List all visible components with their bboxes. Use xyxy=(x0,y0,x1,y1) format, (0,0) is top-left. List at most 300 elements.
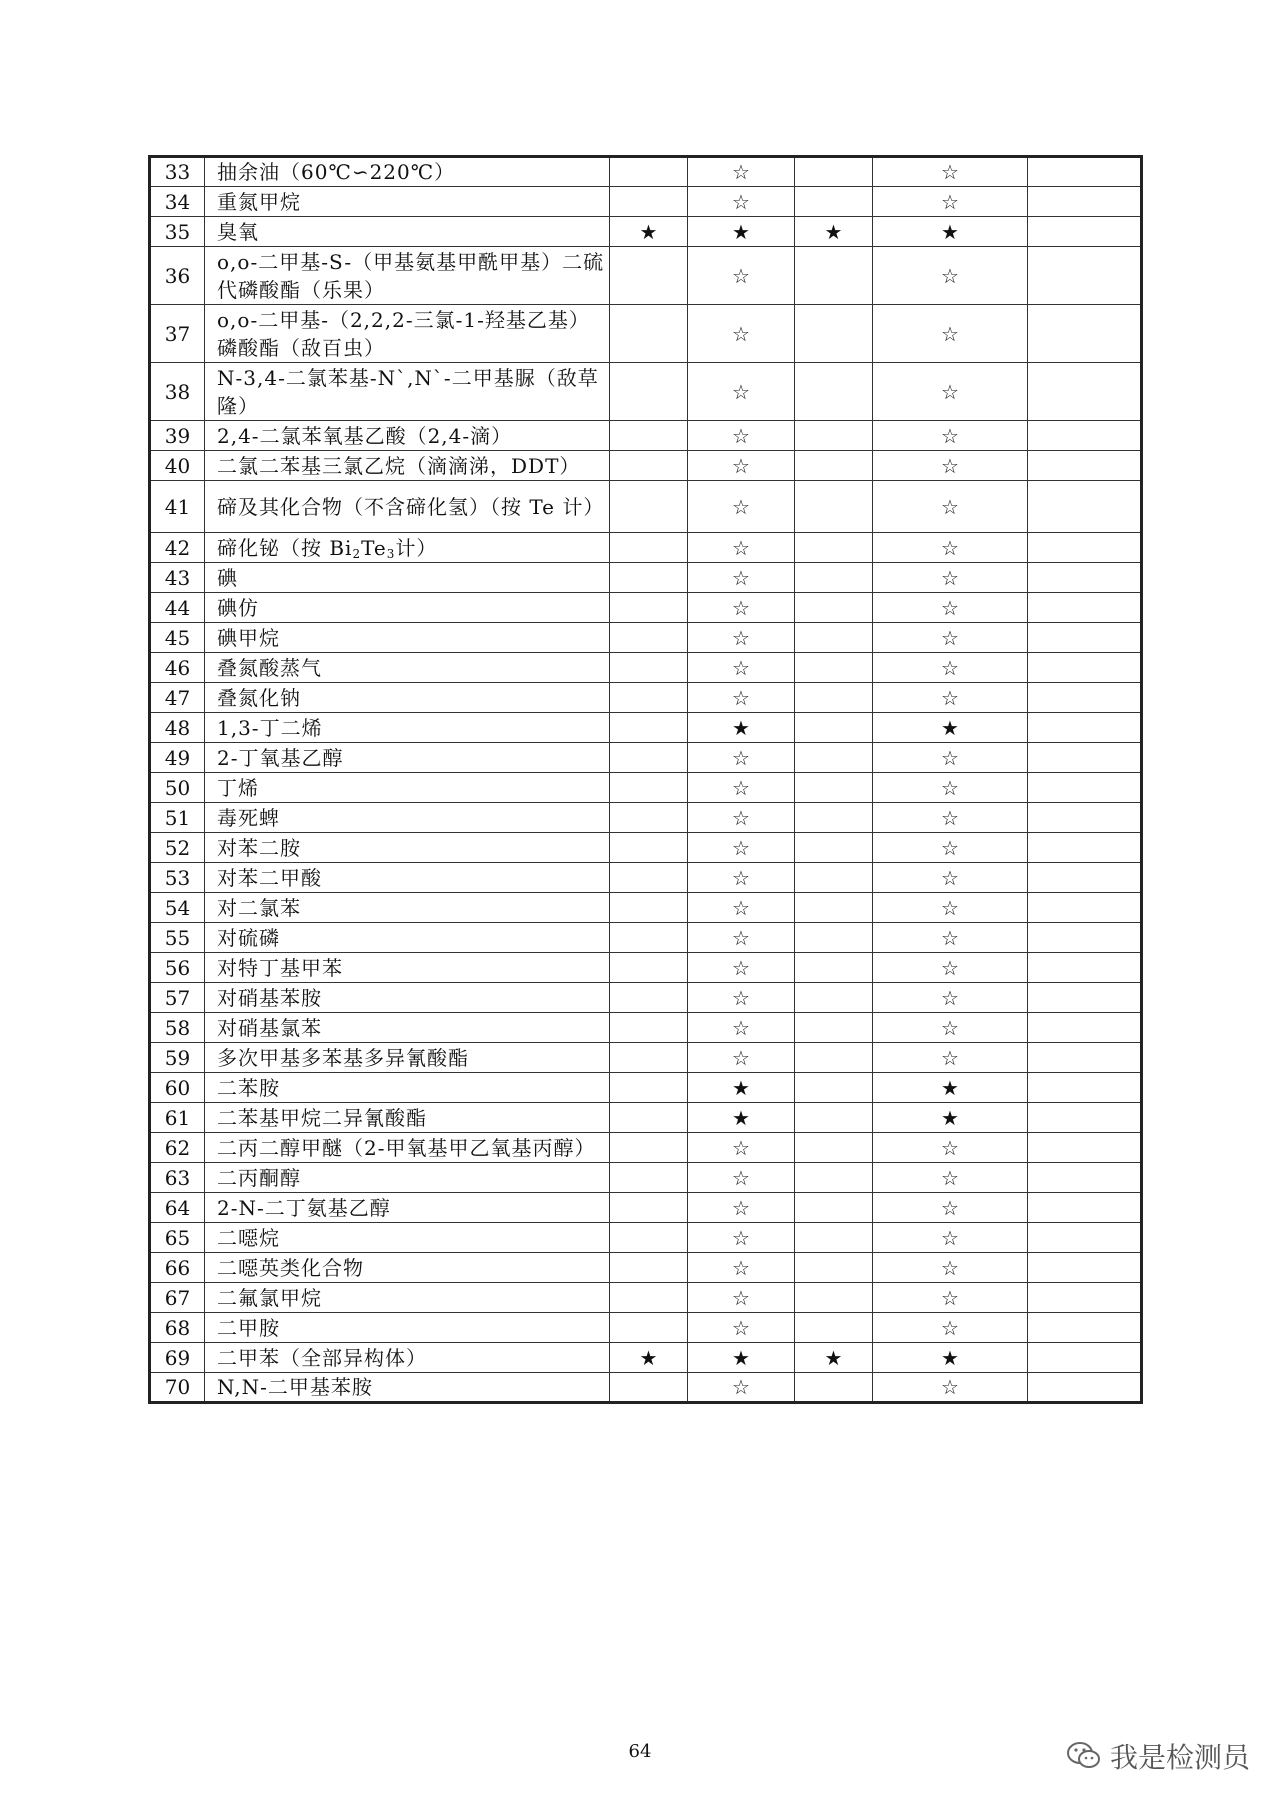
mark-cell-c3 xyxy=(795,1133,873,1163)
mark-cell-c1 xyxy=(610,1193,688,1223)
mark-cell-c5 xyxy=(1028,923,1142,953)
table-row xyxy=(150,833,1142,863)
table-row xyxy=(150,1013,1142,1043)
substance-name: 抽余油（60℃∽220℃） xyxy=(205,157,610,187)
substance-name: 二苯基甲烷二异氰酸酯 xyxy=(205,1103,610,1133)
mark-cell-c1 xyxy=(610,1163,688,1193)
mark-cell-c3 xyxy=(795,363,873,421)
mark-cell-c4: ☆ xyxy=(873,1283,1028,1313)
mark-cell-c4: ☆ xyxy=(873,1013,1028,1043)
mark-cell-c2: ☆ xyxy=(688,305,795,363)
mark-cell-c5 xyxy=(1028,1343,1142,1373)
mark-cell-c3 xyxy=(795,1313,873,1343)
table-row xyxy=(150,363,1142,421)
row-number: 51 xyxy=(150,803,205,833)
mark-cell-c2: ☆ xyxy=(688,1133,795,1163)
mark-cell-c5 xyxy=(1028,1073,1142,1103)
mark-cell-c1 xyxy=(610,1313,688,1343)
substance-name: 对苯二甲酸 xyxy=(205,863,610,893)
table-row xyxy=(150,1103,1142,1133)
substance-name: 对特丁基甲苯 xyxy=(205,953,610,983)
table-row xyxy=(150,953,1142,983)
row-number: 35 xyxy=(150,217,205,247)
table-row xyxy=(150,1043,1142,1073)
mark-cell-c1 xyxy=(610,773,688,803)
substance-name: 二甲胺 xyxy=(205,1313,610,1343)
substance-name: 二噁烷 xyxy=(205,1223,610,1253)
mark-cell-c2: ☆ xyxy=(688,1223,795,1253)
table-row xyxy=(150,713,1142,743)
mark-cell-c1 xyxy=(610,305,688,363)
substance-name: 二氯二苯基三氯乙烷（滴滴涕，DDT） xyxy=(205,451,610,481)
mark-cell-c3 xyxy=(795,863,873,893)
mark-cell-c2: ☆ xyxy=(688,773,795,803)
mark-cell-c5 xyxy=(1028,1133,1142,1163)
mark-cell-c1 xyxy=(610,247,688,305)
table-row xyxy=(150,743,1142,773)
table-row xyxy=(150,1253,1142,1283)
mark-cell-c2: ☆ xyxy=(688,363,795,421)
mark-cell-c5 xyxy=(1028,363,1142,421)
table-row xyxy=(150,247,1142,305)
mark-cell-c2: ☆ xyxy=(688,533,795,563)
mark-cell-c5 xyxy=(1028,653,1142,683)
mark-cell-c5 xyxy=(1028,421,1142,451)
mark-cell-c5 xyxy=(1028,1193,1142,1223)
row-number: 33 xyxy=(150,157,205,187)
mark-cell-c2: ☆ xyxy=(688,157,795,187)
table-row xyxy=(150,773,1142,803)
mark-cell-c4: ☆ xyxy=(873,1223,1028,1253)
mark-cell-c2: ☆ xyxy=(688,451,795,481)
substance-name: 叠氮酸蒸气 xyxy=(205,653,610,683)
mark-cell-c3 xyxy=(795,157,873,187)
mark-cell-c4: ☆ xyxy=(873,157,1028,187)
mark-cell-c3 xyxy=(795,533,873,563)
row-number: 70 xyxy=(150,1373,205,1403)
table-row xyxy=(150,563,1142,593)
row-number: 53 xyxy=(150,863,205,893)
mark-cell-c5 xyxy=(1028,1373,1142,1403)
mark-cell-c3 xyxy=(795,481,873,533)
mark-cell-c5 xyxy=(1028,953,1142,983)
substance-name: 重氮甲烷 xyxy=(205,187,610,217)
mark-cell-c4: ☆ xyxy=(873,1373,1028,1403)
mark-cell-c5 xyxy=(1028,1283,1142,1313)
table-row xyxy=(150,623,1142,653)
substance-name: 碘甲烷 xyxy=(205,623,610,653)
row-number: 64 xyxy=(150,1193,205,1223)
mark-cell-c2: ☆ xyxy=(688,1163,795,1193)
mark-cell-c5 xyxy=(1028,533,1142,563)
mark-cell-c1 xyxy=(610,1073,688,1103)
mark-cell-c5 xyxy=(1028,683,1142,713)
table-row xyxy=(150,1343,1142,1373)
mark-cell-c3 xyxy=(795,713,873,743)
mark-cell-c2: ☆ xyxy=(688,983,795,1013)
mark-cell-c4: ★ xyxy=(873,1073,1028,1103)
mark-cell-c1: ★ xyxy=(610,217,688,247)
table-row xyxy=(150,305,1142,363)
mark-cell-c2: ☆ xyxy=(688,1013,795,1043)
mark-cell-c2: ☆ xyxy=(688,833,795,863)
mark-cell-c3: ★ xyxy=(795,217,873,247)
row-number: 34 xyxy=(150,187,205,217)
mark-cell-c5 xyxy=(1028,305,1142,363)
mark-cell-c4: ☆ xyxy=(873,187,1028,217)
mark-cell-c5 xyxy=(1028,1253,1142,1283)
mark-cell-c1 xyxy=(610,593,688,623)
substance-name: 碘 xyxy=(205,563,610,593)
row-number: 40 xyxy=(150,451,205,481)
row-number: 62 xyxy=(150,1133,205,1163)
substance-name: 叠氮化钠 xyxy=(205,683,610,713)
mark-cell-c5 xyxy=(1028,593,1142,623)
row-number: 50 xyxy=(150,773,205,803)
mark-cell-c2: ☆ xyxy=(688,1193,795,1223)
substance-name: 二丙酮醇 xyxy=(205,1163,610,1193)
table-row xyxy=(150,893,1142,923)
substance-name: 2,4-二氯苯氧基乙酸（2,4-滴） xyxy=(205,421,610,451)
mark-cell-c3 xyxy=(795,833,873,863)
mark-cell-c2: ☆ xyxy=(688,481,795,533)
mark-cell-c3 xyxy=(795,893,873,923)
mark-cell-c5 xyxy=(1028,1013,1142,1043)
mark-cell-c3 xyxy=(795,803,873,833)
mark-cell-c1 xyxy=(610,983,688,1013)
mark-cell-c4: ☆ xyxy=(873,1253,1028,1283)
mark-cell-c1 xyxy=(610,1223,688,1253)
mark-cell-c1 xyxy=(610,563,688,593)
table-row xyxy=(150,533,1142,563)
substance-name: o,o-二甲基-S-（甲基氨基甲酰甲基）二硫代磷酸酯（乐果） xyxy=(205,247,610,305)
mark-cell-c4: ☆ xyxy=(873,833,1028,863)
mark-cell-c5 xyxy=(1028,481,1142,533)
mark-cell-c5 xyxy=(1028,893,1142,923)
substance-name: 对硫磷 xyxy=(205,923,610,953)
mark-cell-c5 xyxy=(1028,563,1142,593)
subscript: 2 xyxy=(352,546,362,561)
watermark xyxy=(1066,1736,1250,1776)
row-number: 36 xyxy=(150,247,205,305)
row-number: 47 xyxy=(150,683,205,713)
mark-cell-c3 xyxy=(795,1043,873,1073)
row-number: 61 xyxy=(150,1103,205,1133)
substance-name: 对苯二胺 xyxy=(205,833,610,863)
table-row xyxy=(150,923,1142,953)
mark-cell-c4: ☆ xyxy=(873,247,1028,305)
row-number: 56 xyxy=(150,953,205,983)
mark-cell-c1 xyxy=(610,1283,688,1313)
mark-cell-c3 xyxy=(795,247,873,305)
mark-cell-c2: ☆ xyxy=(688,653,795,683)
substance-name: 多次甲基多苯基多异氰酸酯 xyxy=(205,1043,610,1073)
substance-name: 2-N-二丁氨基乙醇 xyxy=(205,1193,610,1223)
mark-cell-c3 xyxy=(795,1193,873,1223)
mark-cell-c3 xyxy=(795,187,873,217)
table-row xyxy=(150,451,1142,481)
mark-cell-c4: ☆ xyxy=(873,863,1028,893)
table-row xyxy=(150,803,1142,833)
mark-cell-c1 xyxy=(610,1133,688,1163)
mark-cell-c2: ☆ xyxy=(688,623,795,653)
row-number: 68 xyxy=(150,1313,205,1343)
row-number: 69 xyxy=(150,1343,205,1373)
mark-cell-c1 xyxy=(610,421,688,451)
mark-cell-c5 xyxy=(1028,803,1142,833)
mark-cell-c3 xyxy=(795,1373,873,1403)
row-number: 45 xyxy=(150,623,205,653)
mark-cell-c3 xyxy=(795,1283,873,1313)
table-row xyxy=(150,157,1142,187)
mark-cell-c3 xyxy=(795,1013,873,1043)
mark-cell-c4: ☆ xyxy=(873,1163,1028,1193)
mark-cell-c1 xyxy=(610,187,688,217)
substance-name: N,N-二甲基苯胺 xyxy=(205,1373,610,1403)
mark-cell-c1 xyxy=(610,713,688,743)
mark-cell-c1 xyxy=(610,833,688,863)
mark-cell-c2: ☆ xyxy=(688,247,795,305)
mark-cell-c1 xyxy=(610,683,688,713)
table-row xyxy=(150,187,1142,217)
mark-cell-c2: ☆ xyxy=(688,893,795,923)
name-fragment: 碲化铋（按 Bi xyxy=(217,535,353,560)
mark-cell-c4: ☆ xyxy=(873,653,1028,683)
substance-name: 二氟氯甲烷 xyxy=(205,1283,610,1313)
name-fragment: 计） xyxy=(395,535,438,560)
mark-cell-c4: ☆ xyxy=(873,743,1028,773)
mark-cell-c3 xyxy=(795,953,873,983)
page-number: 64 xyxy=(628,1741,652,1762)
row-number: 43 xyxy=(150,563,205,593)
row-number: 67 xyxy=(150,1283,205,1313)
mark-cell-c1 xyxy=(610,481,688,533)
row-number: 57 xyxy=(150,983,205,1013)
mark-cell-c1: ★ xyxy=(610,1343,688,1373)
table-row xyxy=(150,481,1142,533)
mark-cell-c2: ★ xyxy=(688,1343,795,1373)
mark-cell-c3 xyxy=(795,593,873,623)
mark-cell-c2: ☆ xyxy=(688,743,795,773)
mark-cell-c5 xyxy=(1028,451,1142,481)
mark-cell-c1 xyxy=(610,533,688,563)
substance-table xyxy=(148,155,1143,1404)
mark-cell-c1 xyxy=(610,623,688,653)
table-row xyxy=(150,863,1142,893)
mark-cell-c5 xyxy=(1028,187,1142,217)
row-number: 63 xyxy=(150,1163,205,1193)
mark-cell-c5 xyxy=(1028,1223,1142,1253)
mark-cell-c5 xyxy=(1028,713,1142,743)
row-number: 66 xyxy=(150,1253,205,1283)
table-row xyxy=(150,1073,1142,1103)
mark-cell-c4: ☆ xyxy=(873,481,1028,533)
mark-cell-c4: ☆ xyxy=(873,421,1028,451)
mark-cell-c3 xyxy=(795,421,873,451)
mark-cell-c3 xyxy=(795,1073,873,1103)
mark-cell-c4: ☆ xyxy=(873,533,1028,563)
substance-name: 毒死蜱 xyxy=(205,803,610,833)
substance-name xyxy=(205,533,610,563)
row-number: 54 xyxy=(150,893,205,923)
row-number: 41 xyxy=(150,481,205,533)
mark-cell-c5 xyxy=(1028,833,1142,863)
mark-cell-c3 xyxy=(795,563,873,593)
mark-cell-c4: ☆ xyxy=(873,305,1028,363)
mark-cell-c2: ☆ xyxy=(688,593,795,623)
mark-cell-c1 xyxy=(610,863,688,893)
mark-cell-c2: ★ xyxy=(688,713,795,743)
table-row xyxy=(150,421,1142,451)
row-number: 44 xyxy=(150,593,205,623)
mark-cell-c4: ☆ xyxy=(873,893,1028,923)
wechat-icon xyxy=(1066,1741,1102,1771)
mark-cell-c3 xyxy=(795,1253,873,1283)
mark-cell-c5 xyxy=(1028,863,1142,893)
mark-cell-c2: ☆ xyxy=(688,683,795,713)
mark-cell-c5 xyxy=(1028,1103,1142,1133)
mark-cell-c2: ☆ xyxy=(688,863,795,893)
mark-cell-c2: ★ xyxy=(688,1103,795,1133)
mark-cell-c5 xyxy=(1028,773,1142,803)
table-row xyxy=(150,683,1142,713)
mark-cell-c4: ★ xyxy=(873,1343,1028,1373)
mark-cell-c2: ☆ xyxy=(688,953,795,983)
substance-name: 二苯胺 xyxy=(205,1073,610,1103)
substance-name: 2-丁氧基乙醇 xyxy=(205,743,610,773)
table-row xyxy=(150,1283,1142,1313)
mark-cell-c3 xyxy=(795,983,873,1013)
table-row xyxy=(150,217,1142,247)
mark-cell-c4: ☆ xyxy=(873,623,1028,653)
mark-cell-c3: ★ xyxy=(795,1343,873,1373)
mark-cell-c4: ☆ xyxy=(873,803,1028,833)
mark-cell-c2: ☆ xyxy=(688,803,795,833)
mark-cell-c3 xyxy=(795,683,873,713)
row-number: 65 xyxy=(150,1223,205,1253)
table-row xyxy=(150,1163,1142,1193)
row-number: 49 xyxy=(150,743,205,773)
mark-cell-c5 xyxy=(1028,743,1142,773)
mark-cell-c1 xyxy=(610,653,688,683)
substance-name: N-3,4-二氯苯基-N`,N`-二甲基脲（敌草隆） xyxy=(205,363,610,421)
mark-cell-c2: ☆ xyxy=(688,187,795,217)
mark-cell-c2: ☆ xyxy=(688,1043,795,1073)
row-number: 60 xyxy=(150,1073,205,1103)
mark-cell-c2: ★ xyxy=(688,1073,795,1103)
mark-cell-c5 xyxy=(1028,217,1142,247)
mark-cell-c4: ☆ xyxy=(873,773,1028,803)
mark-cell-c1 xyxy=(610,803,688,833)
watermark-text: 我是检测员 xyxy=(1109,1741,1250,1774)
row-number: 58 xyxy=(150,1013,205,1043)
name-fragment: Te xyxy=(361,535,387,560)
mark-cell-c2: ★ xyxy=(688,217,795,247)
substance-name: o,o-二甲基-（2,2,2-三氯-1-羟基乙基）磷酸酯（敌百虫） xyxy=(205,305,610,363)
mark-cell-c3 xyxy=(795,305,873,363)
row-number: 59 xyxy=(150,1043,205,1073)
substance-name: 1,3-丁二烯 xyxy=(205,713,610,743)
table-row xyxy=(150,1223,1142,1253)
mark-cell-c1 xyxy=(610,953,688,983)
mark-cell-c4: ☆ xyxy=(873,1043,1028,1073)
mark-cell-c4: ☆ xyxy=(873,923,1028,953)
mark-cell-c1 xyxy=(610,923,688,953)
mark-cell-c4: ☆ xyxy=(873,1313,1028,1343)
table-row xyxy=(150,983,1142,1013)
mark-cell-c5 xyxy=(1028,1163,1142,1193)
row-number: 42 xyxy=(150,533,205,563)
mark-cell-c4: ★ xyxy=(873,217,1028,247)
row-number: 55 xyxy=(150,923,205,953)
substance-name: 二甲苯（全部异构体） xyxy=(205,1343,610,1373)
mark-cell-c3 xyxy=(795,1103,873,1133)
mark-cell-c1 xyxy=(610,1253,688,1283)
table-row xyxy=(150,1313,1142,1343)
mark-cell-c1 xyxy=(610,1373,688,1403)
mark-cell-c4: ★ xyxy=(873,1103,1028,1133)
row-number: 46 xyxy=(150,653,205,683)
substance-name: 对硝基苯胺 xyxy=(205,983,610,1013)
mark-cell-c5 xyxy=(1028,247,1142,305)
mark-cell-c1 xyxy=(610,363,688,421)
mark-cell-c2: ☆ xyxy=(688,421,795,451)
mark-cell-c5 xyxy=(1028,1043,1142,1073)
mark-cell-c3 xyxy=(795,1223,873,1253)
subscript: 3 xyxy=(386,546,396,561)
mark-cell-c3 xyxy=(795,451,873,481)
mark-cell-c2: ☆ xyxy=(688,1313,795,1343)
table-row xyxy=(150,1133,1142,1163)
table-row xyxy=(150,1193,1142,1223)
mark-cell-c2: ☆ xyxy=(688,1373,795,1403)
mark-cell-c5 xyxy=(1028,623,1142,653)
mark-cell-c3 xyxy=(795,743,873,773)
mark-cell-c2: ☆ xyxy=(688,563,795,593)
mark-cell-c1 xyxy=(610,1013,688,1043)
mark-cell-c4: ★ xyxy=(873,713,1028,743)
mark-cell-c4: ☆ xyxy=(873,563,1028,593)
table-row xyxy=(150,1373,1142,1403)
substance-name: 臭氧 xyxy=(205,217,610,247)
mark-cell-c3 xyxy=(795,653,873,683)
substance-name: 对硝基氯苯 xyxy=(205,1013,610,1043)
mark-cell-c4: ☆ xyxy=(873,983,1028,1013)
mark-cell-c5 xyxy=(1028,157,1142,187)
substance-name: 碲及其化合物（不含碲化氢）（按 Te 计） xyxy=(205,481,610,533)
mark-cell-c4: ☆ xyxy=(873,363,1028,421)
mark-cell-c1 xyxy=(610,157,688,187)
substance-name: 碘仿 xyxy=(205,593,610,623)
mark-cell-c2: ☆ xyxy=(688,1253,795,1283)
mark-cell-c2: ☆ xyxy=(688,1283,795,1313)
substance-name: 二噁英类化合物 xyxy=(205,1253,610,1283)
mark-cell-c3 xyxy=(795,1163,873,1193)
mark-cell-c3 xyxy=(795,923,873,953)
mark-cell-c1 xyxy=(610,1043,688,1073)
table-row xyxy=(150,593,1142,623)
substance-name: 丁烯 xyxy=(205,773,610,803)
row-number: 37 xyxy=(150,305,205,363)
row-number: 52 xyxy=(150,833,205,863)
mark-cell-c1 xyxy=(610,1103,688,1133)
mark-cell-c5 xyxy=(1028,983,1142,1013)
mark-cell-c4: ☆ xyxy=(873,451,1028,481)
row-number: 48 xyxy=(150,713,205,743)
mark-cell-c4: ☆ xyxy=(873,683,1028,713)
table-row xyxy=(150,653,1142,683)
substance-name: 对二氯苯 xyxy=(205,893,610,923)
